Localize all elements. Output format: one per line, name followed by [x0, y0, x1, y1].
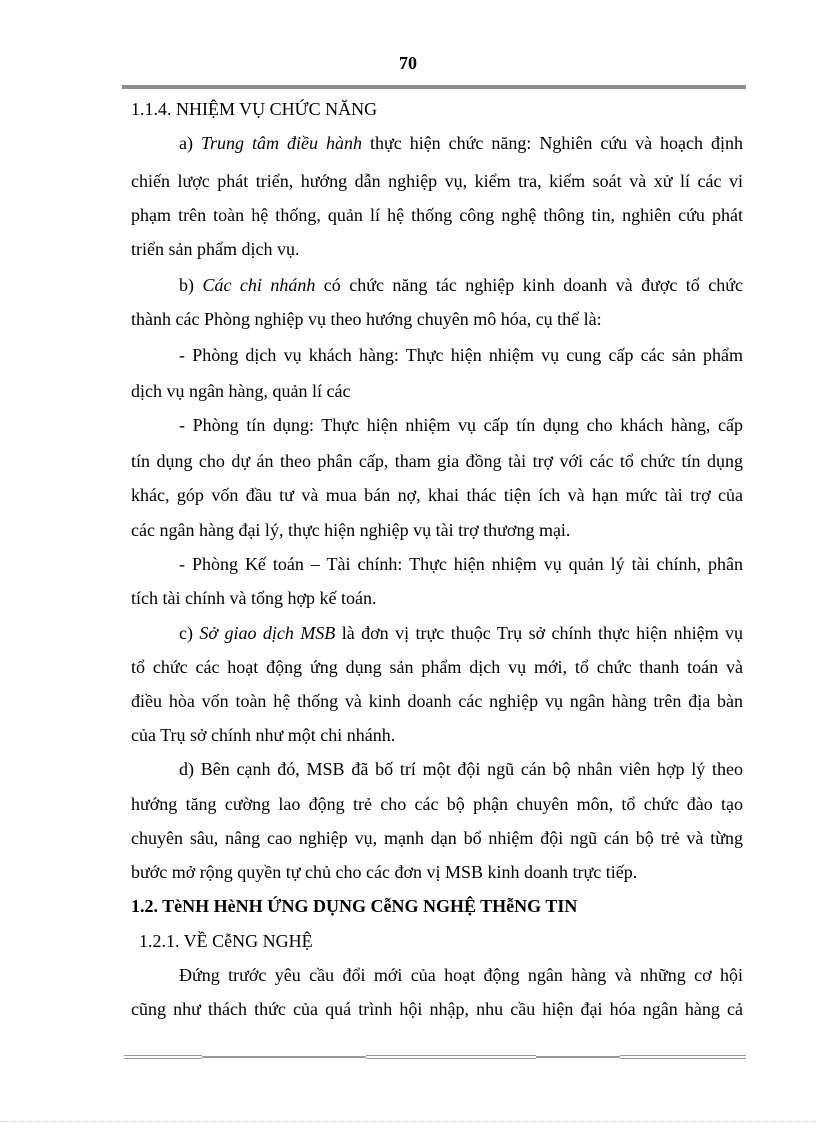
footer-rule	[124, 1055, 746, 1065]
para-c-line-1	[131, 620, 743, 658]
para-a-line-4: triển sản phẩm dịch vụ.	[131, 239, 300, 259]
para-final-line-1: Đứng trước yêu cầu đổi mới của hoạt động ngân hàng và những cơ hội	[179, 965, 743, 985]
para-d-line-2: hướng tăng cường lao động trẻ cho các bộ phận chuyên môn, tổ chức đào tạo	[131, 794, 743, 814]
para-a-lead: a)	[179, 133, 201, 153]
para-a-line-2: chiến lược phát triển, hướng dẫn nghiệp vụ, kiểm tra, kiểm soát và xử lí các vi	[131, 171, 743, 191]
para-a-line-1	[131, 130, 743, 168]
page-number: 70	[399, 53, 417, 73]
bullet-2-line-1: - Phòng tín dụng: Thực hiện nhiệm vụ cấp tín dụng cho khách hàng, cấp	[179, 415, 743, 435]
bullet-3-line-2: tích tài chính và tổng hợp kế toán.	[131, 588, 377, 608]
section-heading-1-2: 1.2. TèNH HèNH ỨNG DỤNG CễNG NGHỆ THễNG TIN	[131, 896, 578, 916]
bullet-1-line-2: dịch vụ ngân hàng, quản lí các	[131, 381, 351, 401]
para-d-line-1: d) Bên cạnh đó, MSB đã bố trí một đội ngũ cán bộ nhân viên hợp lý theo	[179, 759, 743, 779]
header-rule	[122, 85, 746, 89]
para-b-term: Các chi nhánh	[202, 275, 316, 295]
para-final-line-2: cũng như thách thức của quá trình hội nhập, nhu cầu hiện đại hóa ngân hàng cả	[131, 999, 743, 1019]
bullet-2-line-3: khác, góp vốn đầu tư và mua bán nợ, khai thác tiện ích và hạn mức tài trợ của	[131, 485, 743, 505]
para-d-line-3: chuyên sâu, nâng cao nghiệp vụ, mạnh dạn bổ nhiệm đội ngũ cán bộ trẻ và từng	[131, 828, 743, 848]
section-heading-1-1-4: 1.1.4. NHIỆM VỤ CHỨC NĂNG	[131, 99, 378, 119]
para-b-line-1-rest: có chức năng tác nghiệp kinh doanh và được tổ chức	[315, 275, 743, 295]
para-c-line-3: điều hòa vốn toàn hệ thống và kinh doanh các nghiệp vụ ngân hàng trên địa bàn	[131, 691, 743, 711]
para-a-line-3: phạm trên toàn hệ thống, quản lí hệ thống công nghệ thông tin, nghiên cứu phát	[131, 205, 743, 225]
bullet-2-line-2: tín dụng cho dự án theo phân cấp, tham gia đồng tài trợ với các tổ chức tín dụng	[131, 451, 743, 471]
para-c-line-1-rest: là đơn vị trực thuộc Trụ sở chính thực hiện nhiệm vụ	[335, 623, 744, 643]
para-c-term: Sở giao dịch MSB	[199, 623, 336, 643]
para-c-line-2: tổ chức các hoạt động ứng dụng sản phẩm dịch vụ mới, tổ chức thanh toán và	[131, 657, 743, 677]
para-b-line-1	[131, 272, 743, 310]
bullet-2-line-4: các ngân hàng đại lý, thực hiện nghiệp vụ tài trợ thương mại.	[131, 520, 571, 540]
para-b-line-2: thành các Phòng nghiệp vụ theo hướng chuyên mô hóa, cụ thể là:	[131, 309, 602, 329]
para-c-line-4: của Trụ sở chính như một chi nhánh.	[131, 725, 396, 745]
bullet-1-line-1: - Phòng dịch vụ khách hàng: Thực hiện nhiệm vụ cung cấp các sản phẩm	[179, 345, 743, 365]
para-c-lead: c)	[179, 623, 200, 643]
para-d-line-4: bước mở rộng quyền tự chủ cho các đơn vị MSB kinh doanh trực tiếp.	[131, 862, 638, 882]
para-a-line-1-rest: thực hiện chức năng: Nghiên cứu và hoạch định	[361, 133, 744, 153]
section-heading-1-2-1: 1.2.1. VỀ CễNG NGHỆ	[139, 931, 313, 951]
page-edge-dotted	[0, 1121, 816, 1122]
para-b-lead: b)	[179, 275, 203, 295]
bullet-3-line-1: - Phòng Kế toán – Tài chính: Thực hiện nhiệm vụ quản lý tài chính, phân	[179, 554, 743, 574]
para-a-term: Trung tâm điều hành	[200, 133, 362, 153]
